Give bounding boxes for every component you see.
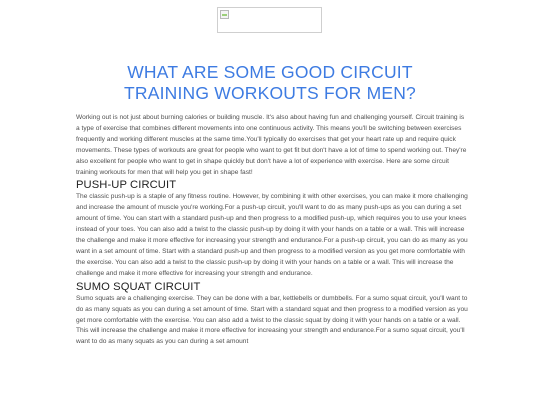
page-title-line-1: WHAT ARE SOME GOOD CIRCUIT bbox=[127, 62, 413, 82]
section-paragraph-push-up-circuit: The classic push-up is a staple of any fitness routine. However, by combining it with other exercises, you can make it more challenging and increase the amount of muscle you're working.For a push-up circuit, you'll want to do as many push-ups as you can during a set amount of time. You can start with a standard push-up and then progress to a modified push-up, which requires you to use your knees instead of your toes. You can also add a twist to the classic push-up by doing it with your hands on a table or a wall. This will increase the challenge and make it more effective for increasing your strength and endurance.For a push-up circuit, you can do as many as you want in a set amount of time. Start with a standard push-up and then progress to a modified version as you get more comfortable with the exercise. You can also add a twist to the classic push-up by doing it with your hands on a table or a wall. This will increase the challenge and make it more effective for increasing your strength and endurance. bbox=[76, 193, 468, 277]
page-title-line-2: TRAINING WORKOUTS FOR MEN? bbox=[123, 83, 416, 103]
section-heading-push-up-circuit: PUSH-UP CIRCUIT bbox=[76, 179, 177, 192]
section-heading-sumo-squat-circuit: SUMO SQUAT CIRCUIT bbox=[76, 280, 201, 293]
page-title bbox=[0, 62, 540, 104]
broken-image-icon bbox=[220, 10, 229, 19]
intro-paragraph: Working out is not just about burning calories or building muscle. It's also about having fun and challenging yourself. Circuit training is a type of exercise that combines different movements into one continuous activity. This means you'll be switching between exercises frequently and working different muscles at the same time.You'll typically do exercises that get your heart rate up and require quick movements. These types of workouts are great for people who want to get fit but don't have a lot of time to spend working out. They're also excellent for people who want to get in shape quickly but don't have a lot of experience with exercise. Here are some circuit training workouts for men that will help you get in shape fast! bbox=[76, 114, 467, 176]
site-logo-image[interactable] bbox=[217, 7, 322, 33]
article-body bbox=[76, 113, 468, 348]
section-paragraph-sumo-squat-circuit: Sumo squats are a challenging exercise. They can be done with a bar, kettlebells or dumbbells. For a sumo squat circuit, you'll want to do as many squats as you can during a set amount of time. Start with a standard squat and then progress to a modified version as you get more comfortable with the exercise. You can also add a twist to the classic squat by doing it with your hands on a table or a wall. This will increase the challenge and make it more effective for increasing your strength and endurance.For a sumo squat circuit, you'll want to do as many squats as you can during a set amount bbox=[76, 294, 468, 346]
